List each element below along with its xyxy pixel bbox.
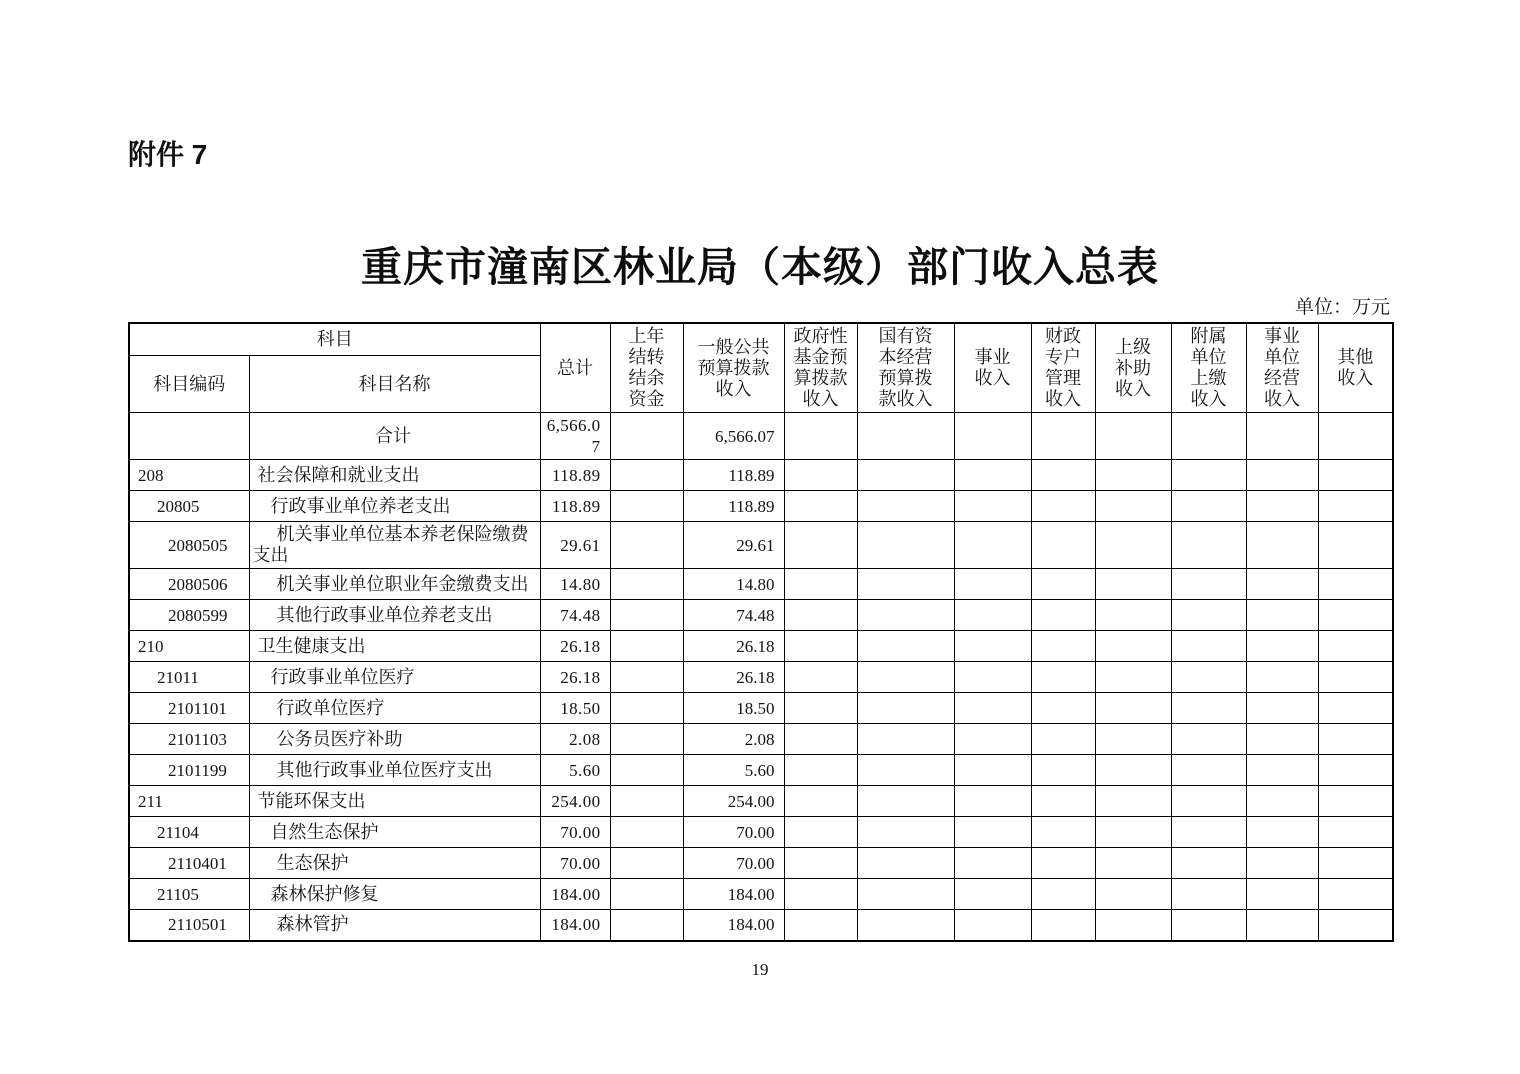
subject-code-cell: 2110501 [129,910,249,941]
fiscal-account-cell [1031,724,1095,755]
subject-code-cell: 21104 [129,817,249,848]
superior-subsidy-cell [1095,755,1171,786]
affiliated-remit-cell [1171,569,1246,600]
operation-cell [1246,755,1318,786]
table-row [129,631,1393,662]
subject-code-cell: 2110401 [129,848,249,879]
state-capital-cell [857,662,954,693]
operation-cell [1246,491,1318,522]
other-cell [1318,910,1393,941]
other-cell [1318,724,1393,755]
general-public-cell: 74.48 [683,600,784,631]
fiscal-account-cell [1031,879,1095,910]
subject-name-cell: 机关事业单位职业年金缴费支出 [249,569,540,600]
subject-name-cell: 行政事业单位医疗 [249,662,540,693]
subject-name-cell: 公务员医疗补助 [249,724,540,755]
other-cell [1318,569,1393,600]
business-cell [954,631,1031,662]
table-row [129,522,1393,569]
general-public-cell: 2.08 [683,724,784,755]
other-cell [1318,413,1393,460]
total-cell: 70.00 [540,848,610,879]
general-public-cell: 26.18 [683,631,784,662]
fiscal-account-cell [1031,693,1095,724]
operation-cell [1246,631,1318,662]
state-capital-cell [857,755,954,786]
state-capital-cell [857,693,954,724]
header-fiscal-account [1031,323,1095,413]
subject-name-cell: 行政事业单位养老支出 [249,491,540,522]
affiliated-remit-cell [1171,755,1246,786]
superior-subsidy-cell [1095,848,1171,879]
table-row [129,848,1393,879]
attachment-label: 附件 7 [128,139,208,170]
superior-subsidy-cell [1095,631,1171,662]
affiliated-remit-cell [1171,693,1246,724]
state-capital-cell [857,631,954,662]
business-cell [954,786,1031,817]
income-summary-table [128,322,1394,942]
general-public-cell: 70.00 [683,848,784,879]
superior-subsidy-cell [1095,786,1171,817]
state-capital-cell [857,786,954,817]
other-cell [1318,662,1393,693]
other-cell [1318,817,1393,848]
state-capital-cell [857,460,954,491]
header-carryover-label: 上年结转结余资金 [628,326,665,409]
superior-subsidy-cell [1095,600,1171,631]
fiscal-account-cell [1031,817,1095,848]
header-general-public-budget [683,323,784,413]
gov-fund-cell [784,724,857,755]
table-row [129,693,1393,724]
header-subject-name: 科目名称 [249,356,540,413]
fiscal-account-cell [1031,662,1095,693]
business-cell [954,755,1031,786]
total-cell: 6,566.07 [540,413,610,460]
operation-cell [1246,724,1318,755]
subject-code-cell: 21011 [129,662,249,693]
general-public-cell: 29.61 [683,522,784,569]
gov-fund-cell [784,413,857,460]
subject-code-cell: 211 [129,786,249,817]
fiscal-account-cell [1031,413,1095,460]
table-row [129,786,1393,817]
header-operation-income-label: 事业单位经营收入 [1263,326,1300,409]
subject-name-cell: 森林保护修复 [249,879,540,910]
header-affiliated-remit-label: 附属单位上缴收入 [1190,326,1227,409]
carryover-cell [610,786,683,817]
general-public-cell: 14.80 [683,569,784,600]
fiscal-account-cell [1031,491,1095,522]
other-cell [1318,848,1393,879]
subject-name-cell: 其他行政事业单位医疗支出 [249,755,540,786]
business-cell [954,817,1031,848]
fiscal-account-cell [1031,848,1095,879]
other-cell [1318,879,1393,910]
state-capital-cell [857,600,954,631]
affiliated-remit-cell [1171,491,1246,522]
gov-fund-cell [784,879,857,910]
table-row [129,491,1393,522]
subject-code-cell: 2080506 [129,569,249,600]
affiliated-remit-cell [1171,662,1246,693]
business-cell [954,879,1031,910]
header-business-income [954,323,1031,413]
affiliated-remit-cell [1171,600,1246,631]
subject-code-cell: 20805 [129,491,249,522]
total-cell: 18.50 [540,693,610,724]
subject-name-cell: 社会保障和就业支出 [249,460,540,491]
business-cell [954,910,1031,941]
page-number: 19 [751,960,769,979]
carryover-cell [610,662,683,693]
table-row [129,910,1393,941]
superior-subsidy-cell [1095,693,1171,724]
fiscal-account-cell [1031,569,1095,600]
gov-fund-cell [784,460,857,491]
unit-note: 单位：万元 [1294,297,1390,318]
gov-fund-cell [784,522,857,569]
affiliated-remit-cell [1171,631,1246,662]
carryover-cell [610,460,683,491]
gov-fund-cell [784,817,857,848]
affiliated-remit-cell [1171,786,1246,817]
table-row [129,413,1393,460]
operation-cell [1246,569,1318,600]
subject-name-cell: 其他行政事业单位养老支出 [249,600,540,631]
subject-name-cell: 森林管护 [249,910,540,941]
gov-fund-cell [784,693,857,724]
state-capital-cell [857,491,954,522]
operation-cell [1246,910,1318,941]
fiscal-account-cell [1031,460,1095,491]
operation-cell [1246,600,1318,631]
carryover-cell [610,413,683,460]
table-row [129,755,1393,786]
fiscal-account-cell [1031,786,1095,817]
page-title: 重庆市潼南区林业局（本级）部门收入总表 [361,244,1159,290]
other-cell [1318,600,1393,631]
total-cell: 254.00 [540,786,610,817]
general-public-cell: 6,566.07 [683,413,784,460]
table-row [129,724,1393,755]
header-state-capital-budget [857,323,954,413]
header-operation-income [1246,323,1318,413]
carryover-cell [610,491,683,522]
carryover-cell [610,522,683,569]
affiliated-remit-cell [1171,413,1246,460]
fiscal-account-cell [1031,522,1095,569]
carryover-cell [610,693,683,724]
header-gov-fund-budget [784,323,857,413]
subject-code-cell: 2101103 [129,724,249,755]
state-capital-cell [857,848,954,879]
affiliated-remit-cell [1171,848,1246,879]
other-cell [1318,755,1393,786]
header-state-capital-budget-label: 国有资本经营预算拨款收入 [878,326,933,409]
header-superior-subsidy [1095,323,1171,413]
subject-name-cell: 合计 [249,413,540,460]
header-affiliated-remit [1171,323,1246,413]
state-capital-cell [857,724,954,755]
business-cell [954,522,1031,569]
general-public-cell: 70.00 [683,817,784,848]
gov-fund-cell [784,662,857,693]
table-row [129,569,1393,600]
carryover-cell [610,848,683,879]
business-cell [954,848,1031,879]
general-public-cell: 118.89 [683,491,784,522]
carryover-cell [610,879,683,910]
gov-fund-cell [784,491,857,522]
general-public-cell: 118.89 [683,460,784,491]
subject-code-cell [129,413,249,460]
gov-fund-cell [784,600,857,631]
total-cell: 70.00 [540,817,610,848]
state-capital-cell [857,413,954,460]
superior-subsidy-cell [1095,522,1171,569]
subject-code-cell: 2101199 [129,755,249,786]
affiliated-remit-cell [1171,817,1246,848]
subject-code-cell: 2080599 [129,600,249,631]
business-cell [954,413,1031,460]
state-capital-cell [857,879,954,910]
superior-subsidy-cell [1095,879,1171,910]
business-cell [954,724,1031,755]
subject-code-cell: 210 [129,631,249,662]
fiscal-account-cell [1031,631,1095,662]
header-superior-subsidy-label: 上级补助收入 [1114,336,1151,399]
total-cell: 2.08 [540,724,610,755]
business-cell [954,693,1031,724]
fiscal-account-cell [1031,755,1095,786]
superior-subsidy-cell [1095,910,1171,941]
superior-subsidy-cell [1095,817,1171,848]
carryover-cell [610,631,683,662]
header-carryover [610,323,683,413]
gov-fund-cell [784,569,857,600]
carryover-cell [610,724,683,755]
header-gov-fund-budget-label: 政府性基金预算拨款收入 [793,326,848,409]
header-subject: 科目 [129,323,540,356]
affiliated-remit-cell [1171,460,1246,491]
total-cell: 14.80 [540,569,610,600]
other-cell [1318,491,1393,522]
affiliated-remit-cell [1171,879,1246,910]
other-cell [1318,522,1393,569]
carryover-cell [610,569,683,600]
general-public-cell: 18.50 [683,693,784,724]
total-cell: 118.89 [540,491,610,522]
table-row [129,817,1393,848]
gov-fund-cell [784,786,857,817]
superior-subsidy-cell [1095,460,1171,491]
header-business-income-label: 事业收入 [974,347,1011,388]
subject-name-cell: 生态保护 [249,848,540,879]
operation-cell [1246,693,1318,724]
other-cell [1318,693,1393,724]
subject-code-cell: 208 [129,460,249,491]
gov-fund-cell [784,848,857,879]
operation-cell [1246,817,1318,848]
table-row [129,662,1393,693]
total-cell: 26.18 [540,662,610,693]
other-cell [1318,631,1393,662]
affiliated-remit-cell [1171,724,1246,755]
carryover-cell [610,755,683,786]
other-cell [1318,786,1393,817]
general-public-cell: 184.00 [683,879,784,910]
general-public-cell: 26.18 [683,662,784,693]
operation-cell [1246,879,1318,910]
header-other-income-label: 其他收入 [1337,347,1374,388]
table-body [129,413,1393,941]
state-capital-cell [857,569,954,600]
total-cell: 118.89 [540,460,610,491]
operation-cell [1246,662,1318,693]
gov-fund-cell [784,910,857,941]
operation-cell [1246,786,1318,817]
operation-cell [1246,522,1318,569]
table-row [129,460,1393,491]
subject-code-cell: 2080505 [129,522,249,569]
business-cell [954,569,1031,600]
superior-subsidy-cell [1095,662,1171,693]
carryover-cell [610,910,683,941]
total-cell: 5.60 [540,755,610,786]
header-total [540,323,610,413]
subject-code-cell: 2101101 [129,693,249,724]
subject-name-cell: 卫生健康支出 [249,631,540,662]
carryover-cell [610,600,683,631]
header-general-public-budget-label: 一般公共预算拨款收入 [697,336,770,399]
subject-name-cell: 节能环保支出 [249,786,540,817]
gov-fund-cell [784,631,857,662]
total-cell: 74.48 [540,600,610,631]
total-cell: 184.00 [540,910,610,941]
header-total-label: 总计 [557,358,593,379]
header-fiscal-account-label: 财政专户管理收入 [1044,326,1081,409]
operation-cell [1246,413,1318,460]
superior-subsidy-cell [1095,569,1171,600]
general-public-cell: 5.60 [683,755,784,786]
header-subject-code: 科目编码 [129,356,249,413]
total-cell: 29.61 [540,522,610,569]
fiscal-account-cell [1031,600,1095,631]
header-other-income [1318,323,1393,413]
superior-subsidy-cell [1095,724,1171,755]
fiscal-account-cell [1031,910,1095,941]
state-capital-cell [857,817,954,848]
subject-name-cell: 自然生态保护 [249,817,540,848]
gov-fund-cell [784,755,857,786]
table-row [129,600,1393,631]
other-cell [1318,460,1393,491]
general-public-cell: 254.00 [683,786,784,817]
total-cell: 184.00 [540,879,610,910]
business-cell [954,662,1031,693]
business-cell [954,491,1031,522]
general-public-cell: 184.00 [683,910,784,941]
subject-code-cell: 21105 [129,879,249,910]
operation-cell [1246,460,1318,491]
business-cell [954,600,1031,631]
affiliated-remit-cell [1171,522,1246,569]
operation-cell [1246,848,1318,879]
table-row [129,879,1393,910]
state-capital-cell [857,522,954,569]
state-capital-cell [857,910,954,941]
subject-name-cell: 行政单位医疗 [249,693,540,724]
subject-name-cell: 机关事业单位基本养老保险缴费支出 [249,522,540,569]
total-cell: 26.18 [540,631,610,662]
superior-subsidy-cell [1095,413,1171,460]
affiliated-remit-cell [1171,910,1246,941]
carryover-cell [610,817,683,848]
superior-subsidy-cell [1095,491,1171,522]
business-cell [954,460,1031,491]
